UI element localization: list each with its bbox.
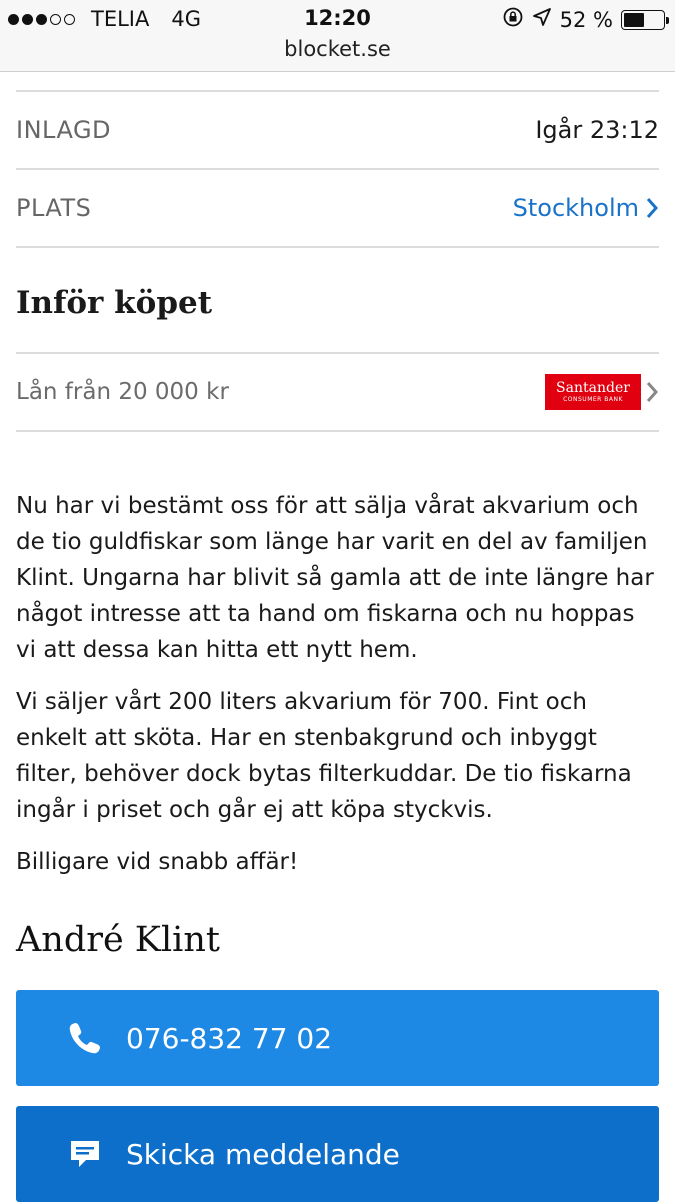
ad-description [16,488,659,880]
status-bar [0,0,675,36]
description-paragraph: Vi säljer vårt 200 liters akvarium för 700. Fint och enkelt att sköta. Har en stenbakgrund och inbyggt filter, behöver dock bytas filterkuddar. De tio fiskarna ingår i priset och går ej att köpa styckvis. [16,689,632,823]
description-paragraph: Billigare vid snabb affär! [16,849,299,875]
location-value[interactable]: Stockholm [512,194,639,222]
send-message-button[interactable] [16,1106,659,1202]
posted-row [16,92,659,168]
posted-label: INLAGD [16,116,112,144]
carrier-name: TELIA [91,7,150,31]
call-button[interactable] [16,990,659,1086]
santander-logo [545,374,641,410]
description-paragraph: Nu har vi bestämt oss för att sälja vårat akvarium och de tio guldfiskar som länge har varit en del av familjen Klint. Ungarna har blivit så gamla att de inte längre har något intresse att ta hand om fiskarna och nu hoppas vi att dessa kan hitta ett nytt hem. [16,493,654,663]
divider [16,430,659,432]
ad-content [16,72,659,1202]
loan-row[interactable] [16,354,659,430]
location-label: PLATS [16,194,92,222]
location-link[interactable] [513,194,659,222]
chat-icon [68,1137,102,1171]
address-bar[interactable] [0,36,675,72]
phone-number[interactable]: 076-832 77 02 [126,1021,333,1055]
url-text: blocket.se [284,37,391,61]
santander-sub: CONSUMER BANK [563,396,623,403]
posted-value: Igår 23:12 [535,116,659,144]
loan-text: Lån från 20 000 kr [16,379,229,405]
chevron-right-icon [645,381,659,403]
seller-name: André Klint [16,920,220,960]
battery-icon [621,10,665,30]
section-title: Inför köpet [16,285,213,321]
location-row[interactable] [16,170,659,246]
clock: 12:20 [304,6,371,30]
send-message-label[interactable]: Skicka meddelande [126,1137,400,1171]
network-type: 4G [171,7,201,31]
phone-icon [68,1021,102,1055]
chevron-right-icon [645,197,659,219]
battery-percent: 52 % [559,7,613,32]
location-arrow-icon [532,7,552,32]
lock-rotation-icon [502,6,524,33]
santander-brand: Santander [556,380,630,396]
